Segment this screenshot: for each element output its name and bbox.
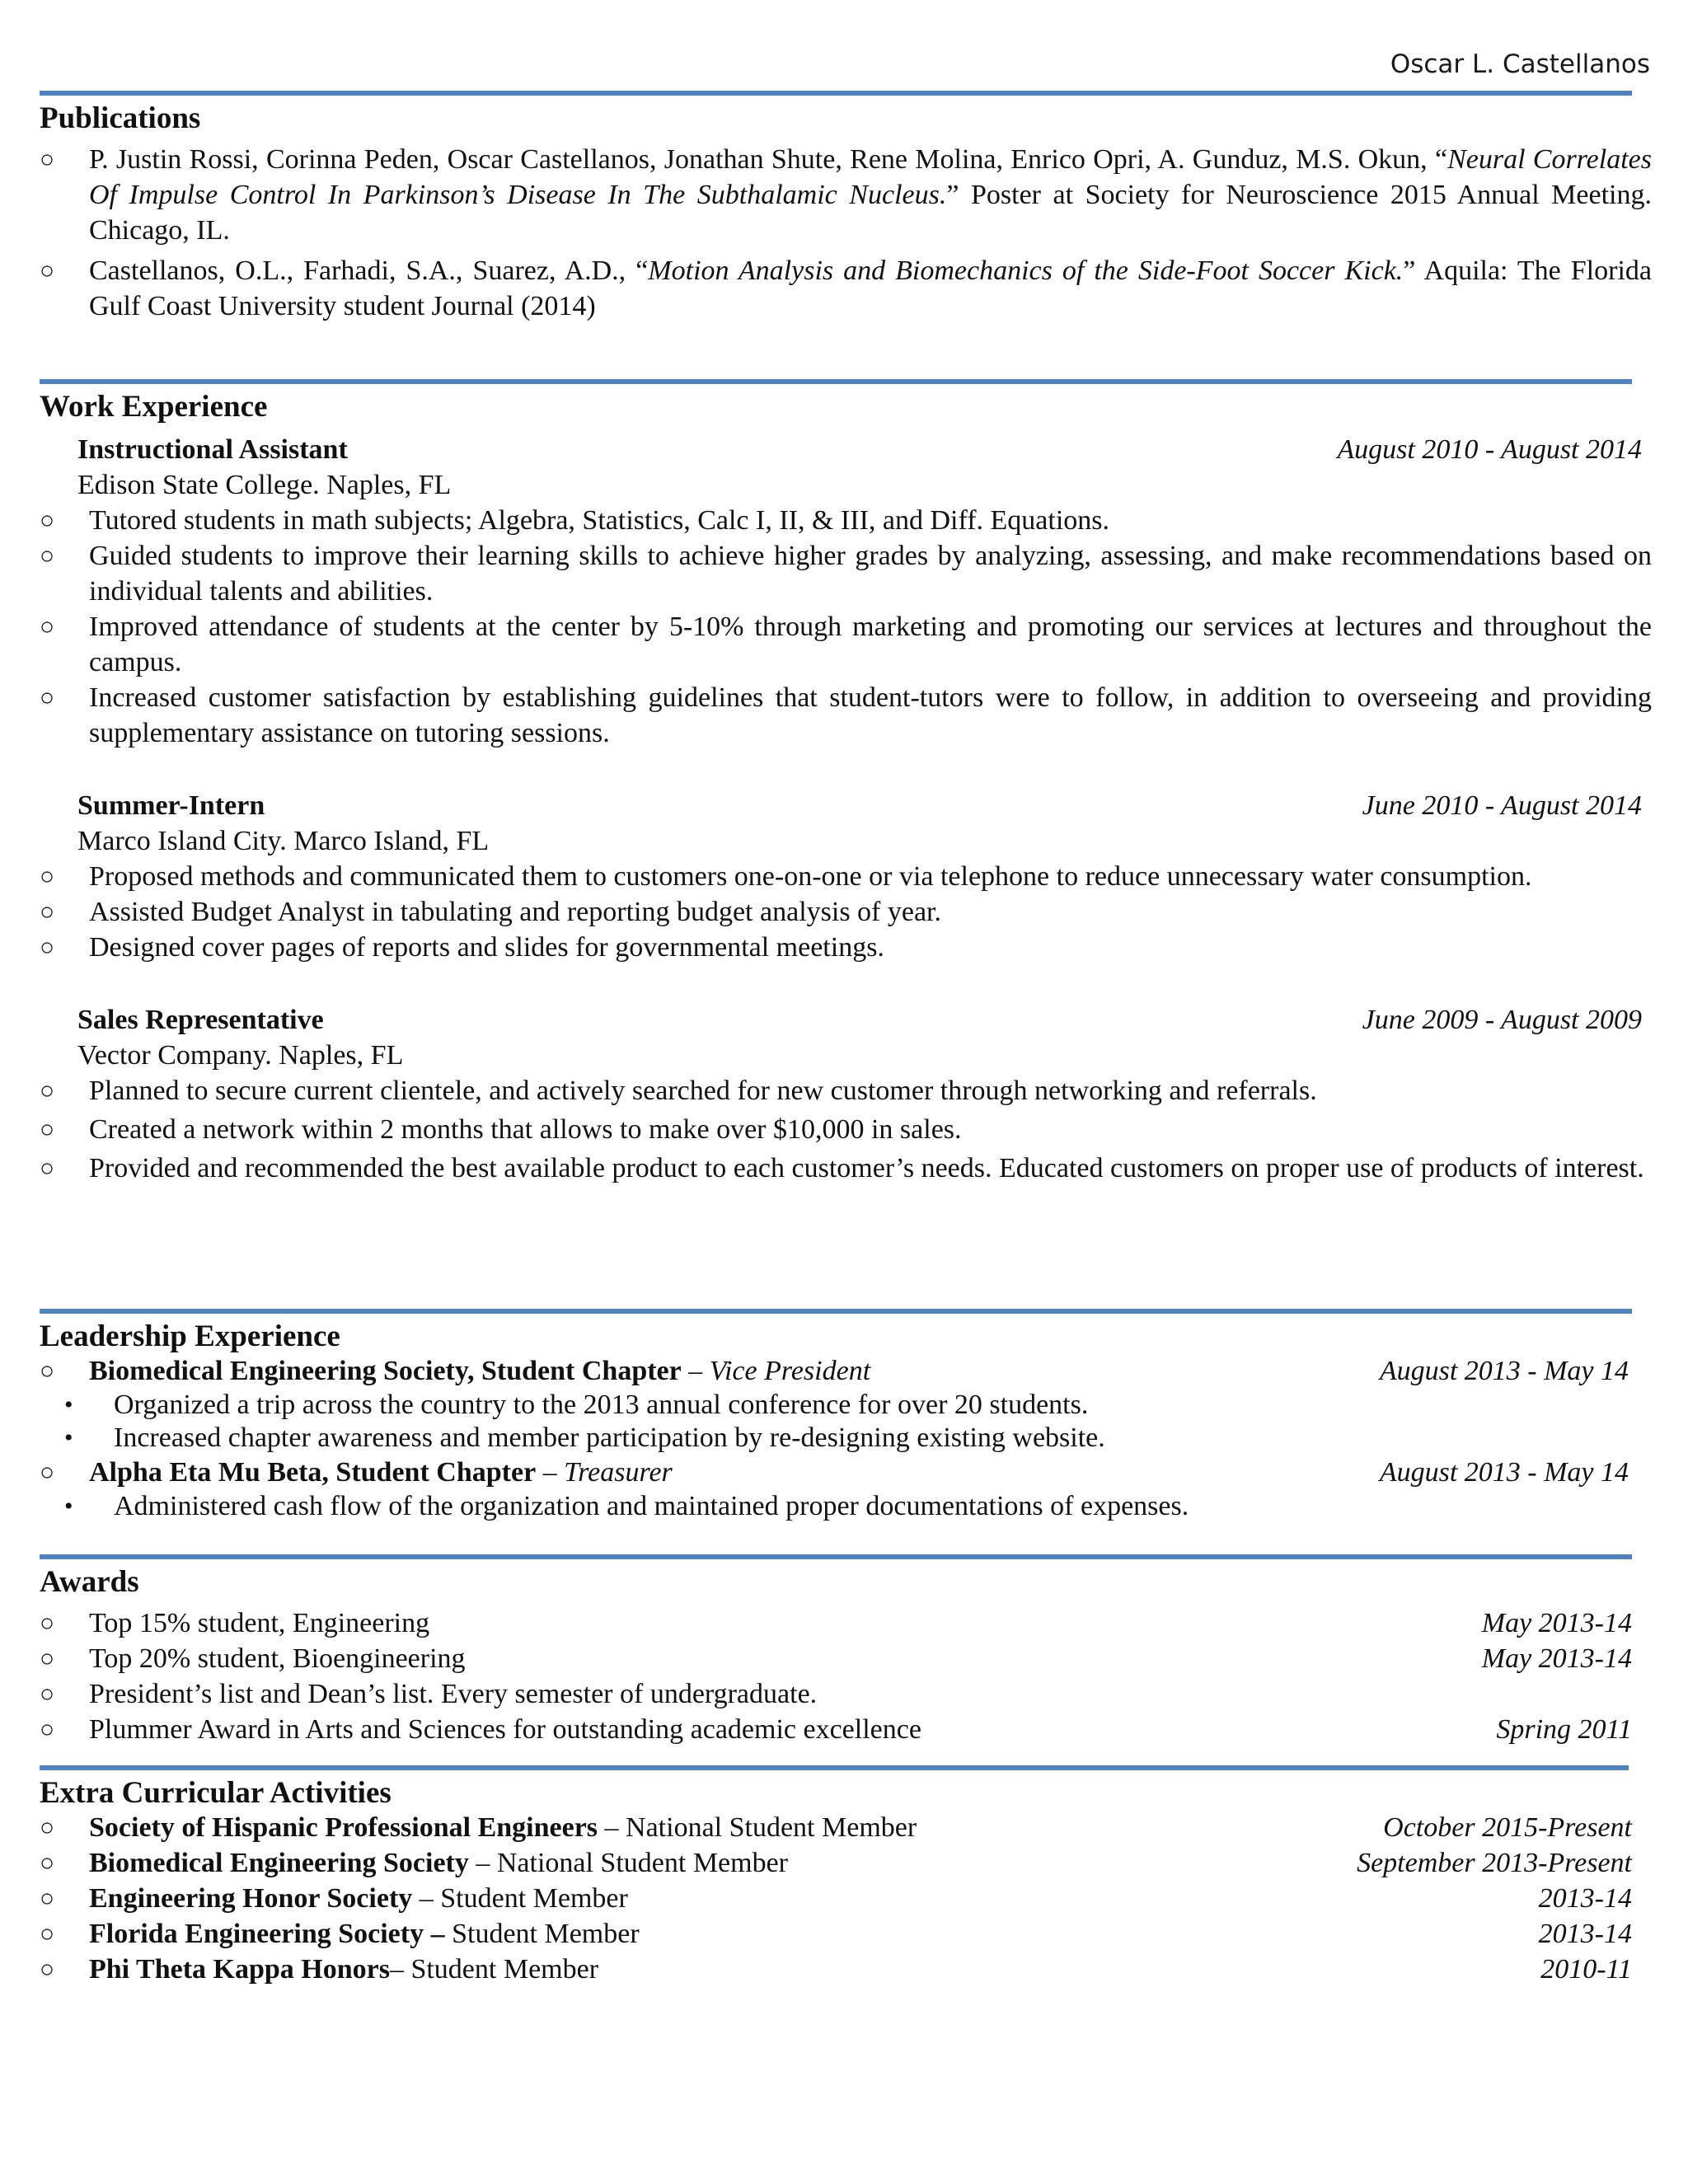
entry-date: May 2013-14 xyxy=(1481,1608,1632,1638)
list-item: ○ P. Justin Rossi, Corinna Peden, Oscar Castellanos, Jonathan Shute, Rene Molina, Enrico Opri, A. Gunduz, M.S. Okun, “Neural Correlates Of Impulse Control In Parkinson’s Disease In The Subthalamic Nucleus.” Poster at Society for Neuroscience 2015 Annual Meeting. Chicago, IL. xyxy=(40,142,1652,248)
activities-section xyxy=(40,1765,1655,1987)
awards-list xyxy=(40,1605,1655,1747)
list-item: ○ Designed cover pages of reports and slides for governmental meetings. xyxy=(40,930,1652,965)
section-title-activities: Extra Curricular Activities xyxy=(40,1776,392,1810)
circle-bullet-icon: ○ xyxy=(40,1459,55,1486)
leadership-section xyxy=(40,1309,1655,1523)
section-divider xyxy=(40,1554,1632,1559)
circle-bullet-icon: ○ xyxy=(40,1680,55,1708)
list-item: ○ Assisted Budget Analyst in tabulating and reporting budget analysis of year. xyxy=(40,894,1652,930)
list-item: ○ President’s list and Dean’s list. Every semester of undergraduate. xyxy=(40,1676,1652,1712)
activities-list xyxy=(40,1810,1655,1987)
circle-bullet-icon: ○ xyxy=(40,1155,55,1182)
job-org: Marco Island City. Marco Island, FL xyxy=(77,826,490,856)
header-name: Oscar L. Castellanos xyxy=(1390,49,1650,79)
job-org: Edison State College. Naples, FL xyxy=(77,470,452,500)
list-item: ○ Engineering Honor Society – Student Member 2013-14 xyxy=(40,1881,1652,1916)
list-item: ○ Tutored students in math subjects; Algebra, Statistics, Calc I, II, & III, and Diff. Equations. xyxy=(40,503,1652,538)
circle-bullet-icon: ○ xyxy=(40,1956,55,1983)
circle-bullet-icon: ○ xyxy=(40,1116,55,1143)
sub-list-item: • Organized a trip across the country to the 2013 annual conference for over 20 students. xyxy=(64,1390,1089,1420)
circle-bullet-icon: ○ xyxy=(40,257,55,284)
section-title-leadership: Leadership Experience xyxy=(40,1319,340,1353)
publications-section xyxy=(40,91,1655,324)
section-divider xyxy=(40,1765,1629,1770)
circle-bullet-icon: ○ xyxy=(40,1849,55,1877)
work-section xyxy=(40,379,1655,1186)
list-item: ○ Society of Hispanic Professional Engineers – National Student Member October 2015-Present xyxy=(40,1810,1652,1845)
job-title: Instructional Assistant xyxy=(77,434,348,465)
entry-date: May 2013-14 xyxy=(1481,1643,1632,1674)
list-item: ○ Top 15% student, Engineering May 2013-14 xyxy=(40,1605,1652,1641)
list-item: ○ Planned to secure current clientele, and actively searched for new customer through networking and referrals. xyxy=(40,1073,1652,1108)
section-divider xyxy=(40,91,1632,96)
leadership-list xyxy=(40,1353,1655,1389)
list-item: ○ Proposed methods and communicated them to customers one-on-one or via telephone to reduce unnecessary water consumption. xyxy=(40,859,1652,894)
job-entry xyxy=(77,788,1652,859)
circle-bullet-icon: ○ xyxy=(40,863,55,890)
dot-bullet-icon: • xyxy=(64,1424,73,1451)
list-item: ○ Castellanos, O.L., Farhadi, S.A., Suarez, A.D., “Motion Analysis and Biomechanics of the Side-Foot Soccer Kick.” Aquila: The Florida Gulf Coast University student Journal (2014) xyxy=(40,253,1652,324)
circle-bullet-icon: ○ xyxy=(40,1814,55,1841)
job-title: Sales Representative xyxy=(77,1005,324,1035)
circle-bullet-icon: ○ xyxy=(40,1357,55,1385)
entry-date: October 2015-Present xyxy=(1383,1812,1632,1843)
list-item: ○ Guided students to improve their learning skills to achieve higher grades by analyzing, assessing, and make recommendations based on individual talents and abilities. xyxy=(40,538,1652,609)
job-bullets xyxy=(40,503,1655,751)
list-item: ○ Florida Engineering Society – Student Member 2013-14 xyxy=(40,1916,1652,1952)
dot-bullet-icon: • xyxy=(64,1493,73,1520)
circle-bullet-icon: ○ xyxy=(40,146,55,173)
circle-bullet-icon: ○ xyxy=(40,1077,55,1104)
job-entry xyxy=(77,432,1652,503)
circle-bullet-icon: ○ xyxy=(40,684,55,711)
job-date: June 2009 - August 2009 xyxy=(1362,1005,1642,1035)
section-title-work: Work Experience xyxy=(40,390,268,424)
section-divider xyxy=(40,379,1632,384)
section-title-awards: Awards xyxy=(40,1565,139,1599)
entry-date: August 2013 - May 14 xyxy=(1379,1457,1629,1488)
publications-list xyxy=(40,142,1655,324)
list-item: ○ Biomedical Engineering Society, Student Chapter – Vice President August 2013 - May 14 xyxy=(40,1353,1652,1389)
circle-bullet-icon: ○ xyxy=(40,934,55,961)
job-bullets xyxy=(40,859,1655,965)
circle-bullet-icon: ○ xyxy=(40,1716,55,1743)
circle-bullet-icon: ○ xyxy=(40,1610,55,1637)
list-item: ○ Alpha Eta Mu Beta, Student Chapter – Treasurer August 2013 - May 14 xyxy=(40,1455,1652,1490)
list-item: ○ Biomedical Engineering Society – National Student Member September 2013-Present xyxy=(40,1845,1652,1881)
section-divider xyxy=(40,1309,1632,1314)
job-entry xyxy=(77,1002,1652,1073)
job-title: Summer-Intern xyxy=(77,790,265,821)
list-item: ○ Provided and recommended the best available product to each customer’s needs. Educated customers on proper use of products of interest. xyxy=(40,1151,1652,1186)
job-bullets xyxy=(40,1073,1655,1186)
circle-bullet-icon: ○ xyxy=(40,898,55,926)
entry-date: 2013-14 xyxy=(1538,1919,1632,1949)
circle-bullet-icon: ○ xyxy=(40,542,55,569)
circle-bullet-icon: ○ xyxy=(40,507,55,534)
list-item: ○ Phi Theta Kappa Honors– Student Member 2010-11 xyxy=(40,1952,1652,1987)
section-title-publications: Publications xyxy=(40,101,201,135)
list-item: ○ Plummer Award in Arts and Sciences for outstanding academic excellence Spring 2011 xyxy=(40,1712,1652,1747)
circle-bullet-icon: ○ xyxy=(40,1885,55,1912)
list-item: ○ Created a network within 2 months that allows to make over $10,000 in sales. xyxy=(40,1112,1652,1147)
circle-bullet-icon: ○ xyxy=(40,613,55,640)
entry-date: September 2013-Present xyxy=(1357,1848,1632,1878)
dot-bullet-icon: • xyxy=(64,1391,73,1418)
sub-list-item: • Administered cash flow of the organization and maintained proper documentations of expenses. xyxy=(64,1491,1189,1521)
entry-date: Spring 2011 xyxy=(1496,1714,1632,1745)
job-date: August 2010 - August 2014 xyxy=(1337,434,1642,465)
leadership-list xyxy=(40,1455,1655,1490)
entry-date: August 2013 - May 14 xyxy=(1379,1356,1629,1386)
list-item: ○ Improved attendance of students at the center by 5-10% through marketing and promoting our services at lectures and throughout the campus. xyxy=(40,609,1652,680)
sub-list-item: • Increased chapter awareness and member participation by re-designing existing website. xyxy=(64,1422,1105,1453)
list-item: ○ Increased customer satisfaction by establishing guidelines that student-tutors were to follow, in addition to overseeing and providing supplementary assistance on tutoring sessions. xyxy=(40,680,1652,751)
entry-date: 2010-11 xyxy=(1540,1954,1632,1985)
circle-bullet-icon: ○ xyxy=(40,1645,55,1672)
entry-date: 2013-14 xyxy=(1538,1883,1632,1914)
job-org: Vector Company. Naples, FL xyxy=(77,1040,404,1071)
circle-bullet-icon: ○ xyxy=(40,1920,55,1947)
job-date: June 2010 - August 2014 xyxy=(1362,790,1642,821)
awards-section xyxy=(40,1554,1655,1747)
list-item: ○ Top 20% student, Bioengineering May 2013-14 xyxy=(40,1641,1652,1676)
